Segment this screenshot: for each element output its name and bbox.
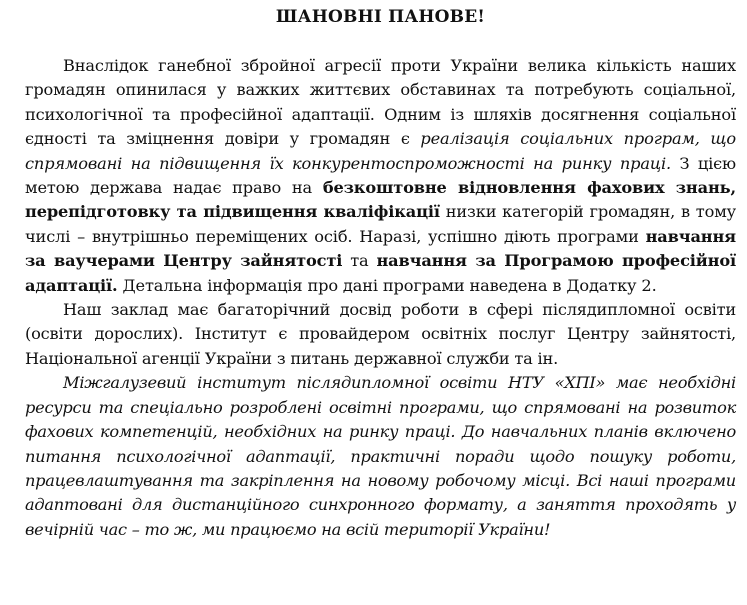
paragraph-intro-text-1: Внаслідок ганебної збройної агресії проти України велика кількість наших громадян опинилася у важких життєвих обставинах та потребують соціальної, психологічної та професійної адаптації. Одним із шляхів досягнення соціальної єдності та зміцнення довіри у громадян є (25, 56, 736, 149)
paragraph-intro-text-5: Детальна інформація про дані програми наведена в Додатку 2. (117, 275, 657, 295)
paragraph-intro-bold-3: навчання за Програмою професійної адаптації. (25, 251, 736, 295)
paragraph-experience: Наш заклад має багаторічний досвід роботи в сфері післядипломної освіти (освіти дорослих). Інститут є провайдером освітніх послуг Центру зайнятості, Національної агенції України з питань державної служби та ін. (25, 300, 736, 368)
paragraph-intro-text-4: та (342, 251, 377, 271)
paragraph-intro-text-2: З цією метою держава надає право на (25, 153, 736, 198)
paragraph-intro-bold-1: безкоштовне відновлення фахових знань, перепідготовку та підвищення кваліфікації (25, 178, 736, 222)
page-title: ШАНОВНІ ПАНОВЕ! (275, 7, 486, 27)
paragraph-intro (25, 54, 736, 298)
paragraph-intro-italic-1: реалізація соціальних програм, що спрямовані на підвищення їх конкурентоспроможності на ринку праці. (25, 129, 736, 173)
paragraph-institute-italic: Міжгалузевий інститут післядипломної освіти НТУ «ХПІ» має необхідні ресурси та спеціально розроблені освітні програми, що спрямовані на розвиток фахових компетенцій, необхідних на ринку праці. До навчальних планів включено питання психологічної адаптації, практичні поради щодо пошуку роботи, працевлаштування та закріплення на новому робочому місці. Всі наші програми адаптовані для дистанційного синхронного формату, а заняття проходять у вечірній час – то ж, ми працюємо на всій території України! (25, 373, 736, 539)
paragraph-intro-text-3: низки категорій громадян, в тому числі – внутрішньо переміщених осіб. Наразі, успішно діють програми (25, 202, 737, 246)
paragraph-intro-bold-2: навчання за ваучерами Центру зайнятості (25, 226, 736, 271)
paragraph-institute (25, 371, 736, 542)
